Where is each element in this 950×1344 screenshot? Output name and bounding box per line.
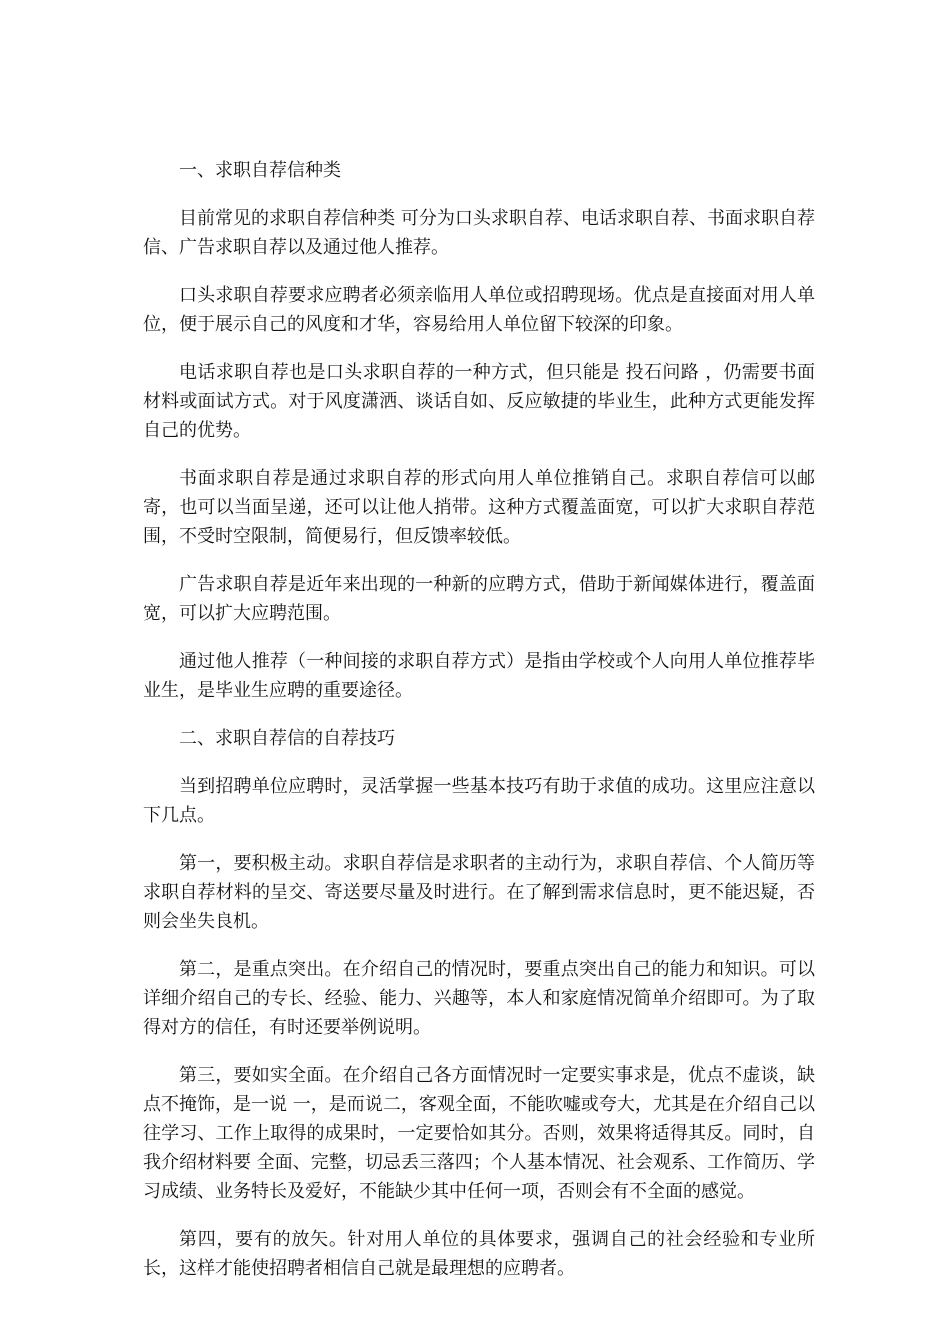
paragraph-point-2: 第二，是重点突出。在介绍自己的情况时，要重点突出自己的能力和知识。可以详细介绍自己的专长、经验、能力、兴趣等，本人和家庭情况简单介绍即可。为了取得对方的信任，有时还要举例说明。 xyxy=(143,959,815,1038)
paragraph-advertisement: 广告求职自荐是近年来出现的一种新的应聘方式，借助于新闻媒体进行，覆盖面宽，可以扩大应聘范围。 xyxy=(143,574,815,624)
paragraph-written: 书面求职自荐是通过求职自荐的形式向用人单位推销自己。求职自荐信可以邮寄，也可以当面呈递，还可以让他人捎带。这种方式覆盖面宽，可以扩大求职自荐范围，不受时空限制，简便易行，但反馈率较低。 xyxy=(143,468,815,547)
paragraph-phone: 电话求职自荐也是口头求职自荐的一种方式，但只能是 投石问路 ，仍需要书面材料或面试方式。对于风度潇洒、谈话自如、反应敏捷的毕业生，此种方式更能发挥自己的优势。 xyxy=(143,362,815,441)
paragraph-point-1: 第一，要积极主动。求职自荐信是求职者的主动行为，求职自荐信、个人简历等求职自荐材料的呈交、寄送要尽量及时进行。在了解到需求信息时，更不能迟疑，否则会坐失良机。 xyxy=(143,853,815,932)
section-heading-techniques: 二、求职自荐信的自荐技巧 xyxy=(179,728,395,749)
paragraph-point-4: 第四，要有的放矢。针对用人单位的具体要求，强调自己的社会经验和专业所长，这样才能使招聘者相信自己就是最理想的应聘者。 xyxy=(143,1229,815,1279)
paragraph-overview: 目前常见的求职自荐信种类 可分为口头求职自荐、电话求职自荐、书面求职自荐信、广告求职自荐以及通过他人推荐。 xyxy=(143,208,815,258)
paragraph-referral: 通过他人推荐（一种间接的求职自荐方式）是指由学校或个人向用人单位推荐毕业生，是毕业生应聘的重要途径。 xyxy=(143,651,815,701)
document-body xyxy=(143,156,815,1302)
section-heading-types: 一、求职自荐信种类 xyxy=(179,160,341,181)
paragraph-techniques-intro: 当到招聘单位应聘时，灵活掌握一些基本技巧有助于求值的成功。这里应注意以下几点。 xyxy=(143,776,815,826)
paragraph-point-3: 第三，要如实全面。在介绍自己各方面情况时一定要实事求是，优点不虚谈，缺点不掩饰，是一说 一，是而说二，客观全面，不能吹嘘或夸大，尤其是在介绍自己以往学习、工作上取得的成果时，一定要恰如其分。否则，效果将适得其反。同时，自我介绍材料要 全面、完整，切忌丢三落四；个人基本情况、社会观系、工作简历、学习成绩、业务特长及爱好，不能缺少其中任何一项，否则会有不全面的感觉。 xyxy=(143,1065,815,1202)
paragraph-oral: 口头求职自荐要求应聘者必须亲临用人单位或招聘现场。优点是直接面对用人单位，便于展示自己的风度和才华，容易给用人单位留下较深的印象。 xyxy=(143,285,815,335)
